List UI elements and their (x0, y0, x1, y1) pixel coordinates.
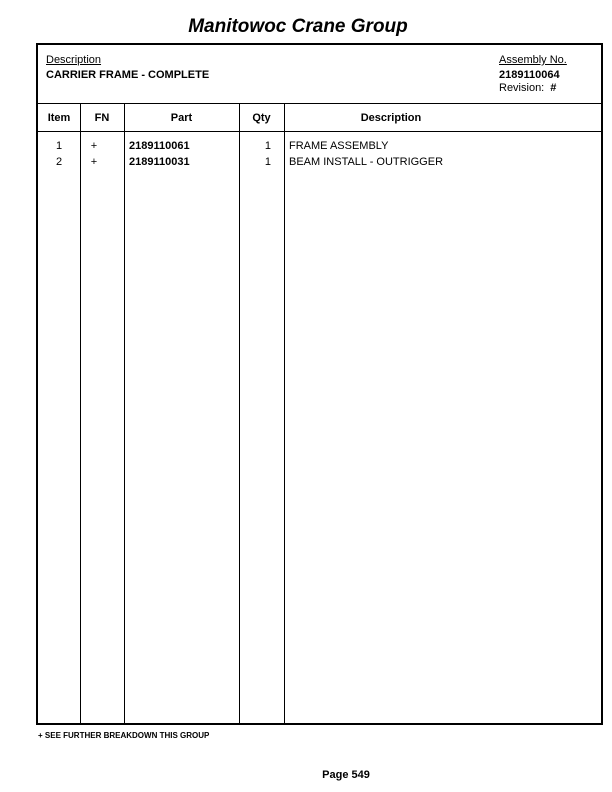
row-1-item: 1 (55, 140, 63, 152)
footnote: + SEE FURTHER BREAKDOWN THIS GROUP (38, 731, 210, 740)
row-1-description: FRAME ASSEMBLY (289, 140, 389, 152)
row-1-part: 2189110061 (129, 140, 190, 152)
revision-value: # (550, 82, 557, 94)
row-1-qty: 1 (264, 140, 271, 152)
column-header-fn: FN (94, 112, 110, 124)
parts-list-frame (36, 43, 603, 725)
assembly-number-label: Assembly No. (499, 54, 567, 66)
description-label: Description (46, 54, 102, 66)
column-header-divider (38, 131, 601, 132)
row-1-fn: + (90, 140, 98, 152)
column-divider (284, 103, 285, 723)
column-divider (239, 103, 240, 723)
row-2-item: 2 (55, 156, 63, 168)
row-2-qty: 1 (264, 156, 271, 168)
row-2-fn: + (90, 156, 98, 168)
header-divider (38, 103, 601, 104)
row-2-description: BEAM INSTALL - OUTRIGGER (289, 156, 444, 168)
column-divider (124, 103, 125, 723)
assembly-number-value: 2189110064 (499, 69, 560, 81)
column-divider (80, 103, 81, 723)
column-header-item: Item (47, 112, 71, 124)
column-header-part: Part (170, 112, 193, 124)
revision-label: Revision: (499, 82, 545, 94)
column-header-qty: Qty (252, 112, 271, 124)
page-number: Page 549 (322, 769, 370, 781)
revision (499, 82, 556, 94)
document-title: Manitowoc Crane Group (188, 16, 408, 37)
column-header-description: Description (360, 112, 422, 124)
row-2-part: 2189110031 (129, 156, 190, 168)
description-value: CARRIER FRAME - COMPLETE (46, 69, 210, 81)
